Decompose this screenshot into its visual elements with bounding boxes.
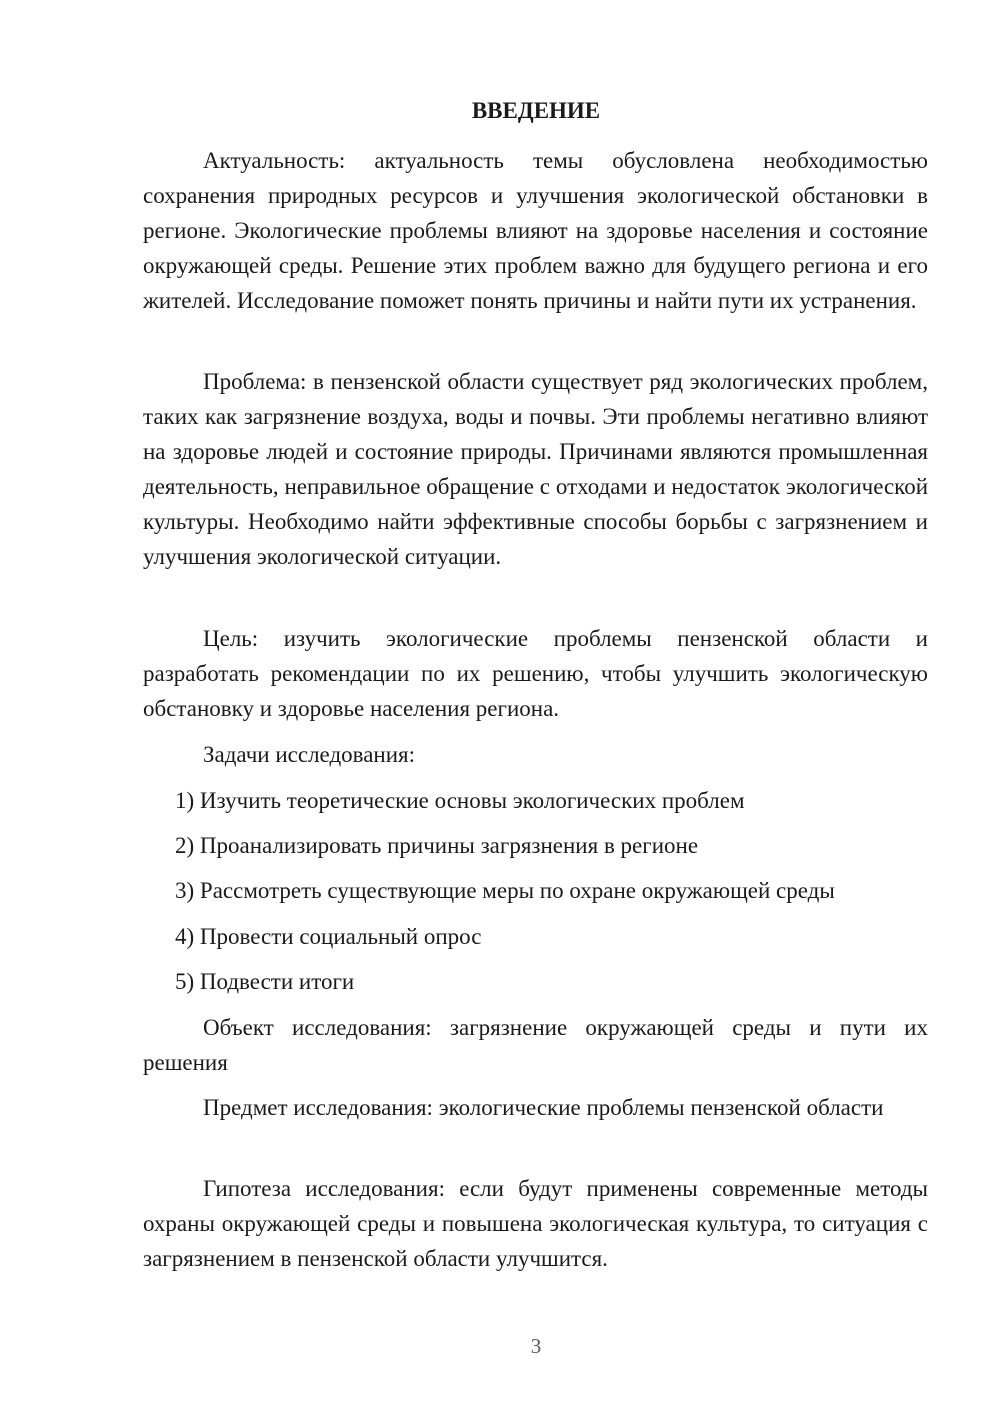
task-item-4: 4) Провести социальный опрос (175, 924, 482, 949)
task-item-5: 5) Подвести итоги (175, 969, 355, 994)
task-item-1: 1) Изучить теоретические основы экологических проблем (175, 788, 745, 813)
paragraph-goal: Цель: изучить экологические проблемы пензенской области и разработать рекомендации по их решению, чтобы улучшить экологическую обстановку и здоровье населения региона. (143, 626, 928, 721)
paragraph-relevance: Актуальность: актуальность темы обусловлена необходимостью сохранения природных ресурсов и улучшения экологической обстановки в регионе. Экологические проблемы влияют на здоровье населения и состояние окружающей среды. Решение этих проблем важно для будущего региона и его жителей. Исследование поможет понять причины и найти пути их устранения. (143, 148, 928, 313)
paragraph-problem: Проблема: в пензенской области существует ряд экологических проблем, таких как загрязнение воздуха, воды и почвы. Эти проблемы негативно влияют на здоровье людей и состояние природы. Причинами являются промышленная деятельность, неправильное обращение с отходами и недостаток экологической культуры. Необходимо найти эффективные способы борьбы с загрязнением и улучшения экологической ситуации. (143, 369, 928, 569)
paragraph-subject: Предмет исследования: экологические проблемы пензенской области (203, 1095, 884, 1120)
page-number: 3 (530, 1334, 542, 1358)
task-item-2: 2) Проанализировать причины загрязнения в регионе (175, 833, 699, 858)
tasks-heading: Задачи исследования: (203, 742, 416, 767)
task-item-3: 3) Рассмотреть существующие меры по охране окружающей среды (175, 878, 835, 903)
paragraph-object: Объект исследования: загрязнение окружающей среды и пути их решения (143, 1015, 928, 1075)
paragraph-hypothesis: Гипотеза исследования: если будут применены современные методы охраны окружающей среды и повышена экологическая культура, то ситуация с загрязнением в пензенской области улучшится. (143, 1176, 928, 1271)
page-title: ВВЕДЕНИЕ (471, 98, 601, 123)
